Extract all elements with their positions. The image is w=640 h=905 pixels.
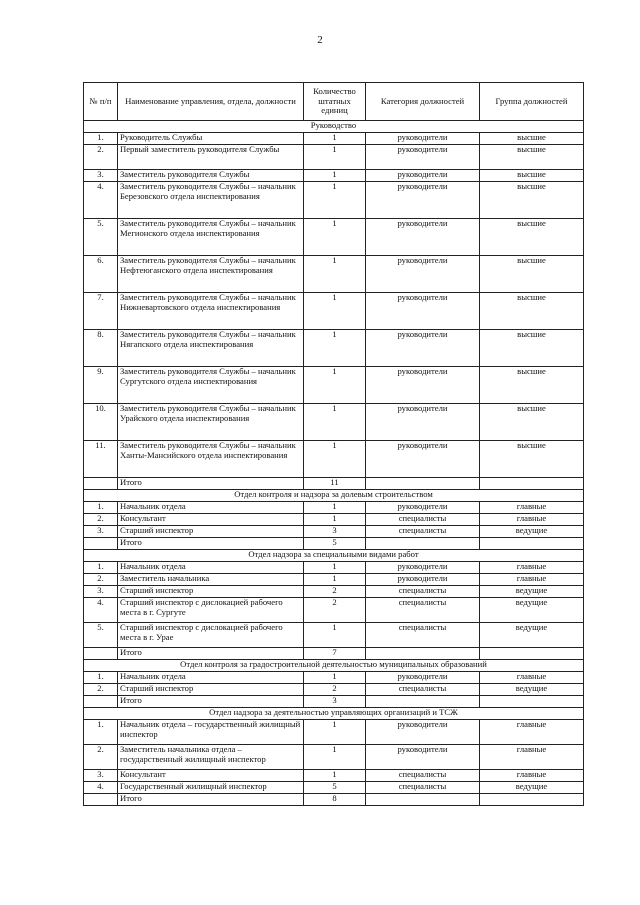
position-name: Заместитель руководителя Службы – начальник Березовского отдела инспектирования [118, 182, 304, 219]
position-category: специалисты [366, 782, 480, 794]
position-category: руководители [366, 219, 480, 256]
position-group: главные [480, 672, 584, 684]
position-category: руководители [366, 502, 480, 514]
row-number: 5. [84, 623, 118, 648]
total-count: 11 [304, 478, 366, 490]
total-count: 5 [304, 538, 366, 550]
table-row [84, 745, 584, 770]
table-row [84, 562, 584, 574]
position-category: руководители [366, 672, 480, 684]
position-name: Начальник отдела [118, 502, 304, 514]
row-number: 5. [84, 219, 118, 256]
total-num-cell [84, 538, 118, 550]
total-row [84, 794, 584, 806]
table-row [84, 782, 584, 794]
position-category: специалисты [366, 684, 480, 696]
table-row [84, 598, 584, 623]
section-title-row [84, 660, 584, 672]
position-name: Заместитель руководителя Службы [118, 170, 304, 182]
row-number: 8. [84, 330, 118, 367]
row-number: 1. [84, 720, 118, 745]
total-count: 7 [304, 648, 366, 660]
position-name: Начальник отдела – государственный жилищный инспектор [118, 720, 304, 745]
section-title-row [84, 550, 584, 562]
staff-count: 1 [304, 170, 366, 182]
position-group: ведущие [480, 586, 584, 598]
row-number: 3. [84, 770, 118, 782]
position-name: Старший инспектор [118, 526, 304, 538]
position-category: руководители [366, 293, 480, 330]
header-group: Группа должностей [480, 83, 584, 121]
staff-count: 1 [304, 330, 366, 367]
position-category: руководители [366, 441, 480, 478]
staff-count: 1 [304, 672, 366, 684]
position-group: главные [480, 502, 584, 514]
row-number: 2. [84, 684, 118, 696]
position-group: ведущие [480, 598, 584, 623]
staff-count: 1 [304, 502, 366, 514]
total-category-cell [366, 696, 480, 708]
position-category: специалисты [366, 623, 480, 648]
total-category-cell [366, 538, 480, 550]
section-title: Отдел контроля за градостроительной деятельностью муниципальных образований [84, 660, 584, 672]
staff-count: 1 [304, 441, 366, 478]
position-category: руководители [366, 133, 480, 145]
table-row [84, 586, 584, 598]
table-row [84, 441, 584, 478]
position-name: Консультант [118, 770, 304, 782]
staff-count: 1 [304, 293, 366, 330]
total-row [84, 538, 584, 550]
position-group: главные [480, 745, 584, 770]
position-group: главные [480, 770, 584, 782]
total-num-cell [84, 696, 118, 708]
position-group: высшие [480, 367, 584, 404]
row-number: 7. [84, 293, 118, 330]
staffing-table [83, 82, 584, 806]
table-row [84, 219, 584, 256]
position-group: ведущие [480, 623, 584, 648]
total-count: 3 [304, 696, 366, 708]
table-row [84, 514, 584, 526]
position-group: высшие [480, 219, 584, 256]
position-category: руководители [366, 256, 480, 293]
total-category-cell [366, 794, 480, 806]
position-category: руководители [366, 330, 480, 367]
table-row [84, 145, 584, 170]
row-number: 3. [84, 526, 118, 538]
row-number: 2. [84, 574, 118, 586]
position-category: руководители [366, 562, 480, 574]
table-row [84, 574, 584, 586]
position-name: Первый заместитель руководителя Службы [118, 145, 304, 170]
header-num: № п/п [84, 83, 118, 121]
table-row [84, 293, 584, 330]
position-category: руководители [366, 367, 480, 404]
header-name: Наименование управления, отдела, должности [118, 83, 304, 121]
staff-count: 1 [304, 367, 366, 404]
position-category: руководители [366, 145, 480, 170]
table-row [84, 404, 584, 441]
section-title: Отдел надзора за деятельностью управляющих организаций и ТСЖ [84, 708, 584, 720]
position-category: руководители [366, 182, 480, 219]
table-row [84, 256, 584, 293]
position-name: Заместитель начальника [118, 574, 304, 586]
position-name: Заместитель руководителя Службы – начальник Нефтеюганского отдела инспектирования [118, 256, 304, 293]
row-number: 2. [84, 145, 118, 170]
position-category: руководители [366, 574, 480, 586]
staff-count: 1 [304, 720, 366, 745]
position-name: Заместитель руководителя Службы – начальник Мегионского отдела инспектирования [118, 219, 304, 256]
staff-count: 5 [304, 782, 366, 794]
table-row [84, 684, 584, 696]
position-category: специалисты [366, 526, 480, 538]
table-row [84, 133, 584, 145]
total-row [84, 648, 584, 660]
total-num-cell [84, 478, 118, 490]
total-label: Итого [118, 648, 304, 660]
staff-count: 1 [304, 514, 366, 526]
total-label: Итого [118, 794, 304, 806]
position-group: главные [480, 720, 584, 745]
position-name: Начальник отдела [118, 562, 304, 574]
total-num-cell [84, 794, 118, 806]
table-row [84, 526, 584, 538]
position-group: главные [480, 574, 584, 586]
position-group: главные [480, 562, 584, 574]
position-group: ведущие [480, 684, 584, 696]
row-number: 3. [84, 170, 118, 182]
position-name: Заместитель руководителя Службы – начальник Урайского отдела инспектирования [118, 404, 304, 441]
page-number: 2 [317, 34, 323, 46]
position-name: Заместитель руководителя Службы – начальник Нягапского отдела инспектирования [118, 330, 304, 367]
position-category: специалисты [366, 586, 480, 598]
position-name: Заместитель начальника отдела – государственный жилищный инспектор [118, 745, 304, 770]
position-name: Старший инспектор с дислокацией рабочего места в г. Сургуте [118, 598, 304, 623]
total-num-cell [84, 648, 118, 660]
position-category: руководители [366, 745, 480, 770]
total-row [84, 478, 584, 490]
position-category: руководители [366, 720, 480, 745]
row-number: 1. [84, 502, 118, 514]
position-group: высшие [480, 133, 584, 145]
total-group-cell [480, 794, 584, 806]
total-group-cell [480, 648, 584, 660]
row-number: 9. [84, 367, 118, 404]
staff-count: 1 [304, 404, 366, 441]
position-name: Государственный жилищный инспектор [118, 782, 304, 794]
table-row [84, 770, 584, 782]
total-group-cell [480, 696, 584, 708]
total-label: Итого [118, 538, 304, 550]
position-group: высшие [480, 293, 584, 330]
row-number: 11. [84, 441, 118, 478]
total-group-cell [480, 478, 584, 490]
header-count: Количество штатных единиц [304, 83, 366, 121]
row-number: 1. [84, 562, 118, 574]
row-number: 2. [84, 514, 118, 526]
table-row [84, 170, 584, 182]
header-category: Категория должностей [366, 83, 480, 121]
position-group: ведущие [480, 526, 584, 538]
total-group-cell [480, 538, 584, 550]
position-category: специалисты [366, 770, 480, 782]
table-row [84, 367, 584, 404]
row-number: 2. [84, 745, 118, 770]
position-group: высшие [480, 256, 584, 293]
table-row [84, 672, 584, 684]
table-row [84, 720, 584, 745]
staff-count: 1 [304, 133, 366, 145]
table-row [84, 502, 584, 514]
table-body [84, 121, 584, 806]
staff-count: 1 [304, 770, 366, 782]
position-name: Старший инспектор [118, 586, 304, 598]
position-name: Начальник отдела [118, 672, 304, 684]
staff-count: 1 [304, 182, 366, 219]
staff-count: 1 [304, 219, 366, 256]
staff-count: 2 [304, 586, 366, 598]
total-row [84, 696, 584, 708]
total-category-cell [366, 478, 480, 490]
position-group: высшие [480, 170, 584, 182]
section-title: Руководство [84, 121, 584, 133]
position-group: высшие [480, 404, 584, 441]
total-category-cell [366, 648, 480, 660]
position-group: высшие [480, 330, 584, 367]
position-group: главные [480, 514, 584, 526]
position-category: специалисты [366, 598, 480, 623]
row-number: 1. [84, 133, 118, 145]
position-category: специалисты [366, 514, 480, 526]
section-title-row [84, 121, 584, 133]
position-name: Консультант [118, 514, 304, 526]
staff-count: 1 [304, 145, 366, 170]
position-group: ведущие [480, 782, 584, 794]
row-number: 1. [84, 672, 118, 684]
table-header-row [84, 83, 584, 121]
staff-count: 1 [304, 745, 366, 770]
position-name: Руководитель Службы [118, 133, 304, 145]
section-title: Отдел контроля и надзора за долевым строительством [84, 490, 584, 502]
row-number: 4. [84, 598, 118, 623]
position-name: Заместитель руководителя Службы – начальник Нижневартовского отдела инспектирования [118, 293, 304, 330]
staff-count: 2 [304, 684, 366, 696]
staff-count: 3 [304, 526, 366, 538]
row-number: 4. [84, 182, 118, 219]
staff-count: 1 [304, 623, 366, 648]
total-label: Итого [118, 696, 304, 708]
position-category: руководители [366, 404, 480, 441]
position-name: Заместитель руководителя Службы – начальник Ханты-Мансийского отдела инспектирования [118, 441, 304, 478]
section-title-row [84, 490, 584, 502]
table-row [84, 623, 584, 648]
staff-count: 2 [304, 598, 366, 623]
staff-count: 1 [304, 574, 366, 586]
position-name: Старший инспектор с дислокацией рабочего места в г. Урае [118, 623, 304, 648]
position-name: Заместитель руководителя Службы – начальник Сургутского отдела инспектирования [118, 367, 304, 404]
position-group: высшие [480, 441, 584, 478]
position-group: высшие [480, 145, 584, 170]
table-row [84, 182, 584, 219]
table-row [84, 330, 584, 367]
total-label: Итого [118, 478, 304, 490]
staff-count: 1 [304, 256, 366, 293]
total-count: 8 [304, 794, 366, 806]
section-title-row [84, 708, 584, 720]
section-title: Отдел надзора за специальными видами работ [84, 550, 584, 562]
position-category: руководители [366, 170, 480, 182]
row-number: 10. [84, 404, 118, 441]
position-group: высшие [480, 182, 584, 219]
staff-count: 1 [304, 562, 366, 574]
row-number: 6. [84, 256, 118, 293]
row-number: 3. [84, 586, 118, 598]
row-number: 4. [84, 782, 118, 794]
position-name: Старший инспектор [118, 684, 304, 696]
